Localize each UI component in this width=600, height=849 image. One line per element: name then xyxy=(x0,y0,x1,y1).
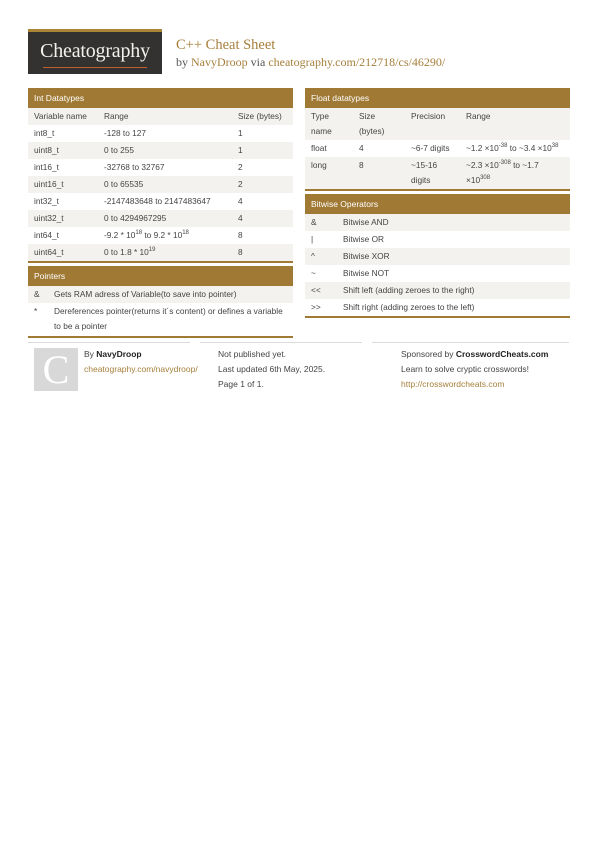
cell-name: int8_t xyxy=(34,128,55,138)
cell-size: 2 xyxy=(238,179,243,189)
cell-range: -32768 to 32767 xyxy=(104,162,165,172)
cell-description: Bitwise NOT xyxy=(343,268,390,278)
cell-name: uint32_t xyxy=(34,213,64,223)
by-label: By xyxy=(84,349,97,359)
table-row xyxy=(28,210,293,227)
section-pointers xyxy=(28,266,293,338)
cell-name: int32_t xyxy=(34,196,59,206)
sponsor-name: CrosswordCheats.com xyxy=(455,349,549,359)
footer-divider xyxy=(372,342,569,343)
range-part: to ~3.4 ×10 xyxy=(507,143,552,153)
footer-divider xyxy=(28,342,190,343)
exponent: -308 xyxy=(498,160,511,167)
cell-operator: << xyxy=(311,285,321,295)
cell-size: 8 xyxy=(238,247,243,257)
cell-name: uint64_t xyxy=(34,247,64,257)
title-block xyxy=(176,37,445,70)
last-updated: Last updated 6th May, 2025. xyxy=(218,364,326,374)
cell-size: 1 xyxy=(238,128,243,138)
footer-status-block xyxy=(218,347,325,392)
float-datatypes-table xyxy=(305,108,570,191)
cell-description: Shift left (adding zeroes to the right) xyxy=(343,285,475,295)
section-float-datatypes xyxy=(305,88,570,191)
cell-operator: * xyxy=(34,306,38,316)
cell-name: int16_t xyxy=(34,162,59,172)
table-row xyxy=(305,248,570,265)
avatar: C xyxy=(34,348,78,391)
table-row xyxy=(28,176,293,193)
exponent: 18 xyxy=(135,230,143,237)
sheet-url-link[interactable]: cheatography.com/212718/cs/46290/ xyxy=(268,55,446,69)
table-row xyxy=(305,157,570,189)
bitwise-table xyxy=(305,214,570,318)
footer-sponsor-block xyxy=(401,347,548,392)
footer-author-name: NavyDroop xyxy=(96,349,142,359)
cell-range: -2147483648 to 2147483647 xyxy=(104,196,211,206)
cell-precision: ~15-16 digits xyxy=(411,160,438,185)
column-header: Range xyxy=(466,111,491,121)
cell-range xyxy=(98,228,232,243)
table-row xyxy=(28,244,293,261)
sponsor-prefix: Sponsored by xyxy=(401,349,456,359)
column-header: Variable name xyxy=(34,111,87,121)
cell-name: int64_t xyxy=(34,230,59,240)
section-title: Pointers xyxy=(28,266,293,286)
cell-size: 2 xyxy=(238,162,243,172)
table-row xyxy=(28,142,293,159)
range-part: to 9.2 * 10 xyxy=(142,230,183,240)
footer-author-block xyxy=(84,347,198,377)
range-part: ~1.2 ×10 xyxy=(466,143,499,153)
cell-description: Shift right (adding zeroes to the left) xyxy=(343,302,475,312)
column-header: Precision xyxy=(411,111,446,121)
sponsor-tagline: Learn to solve cryptic crosswords! xyxy=(401,364,530,374)
cell-range: 0 to 255 xyxy=(104,145,134,155)
pointers-table xyxy=(28,286,293,338)
cell-operator: & xyxy=(34,289,40,299)
range-part: ~2.3 ×10 xyxy=(466,160,499,170)
cell-size: 8 xyxy=(359,160,364,170)
by-prefix: by xyxy=(176,55,191,69)
cell-size: 4 xyxy=(238,196,243,206)
cell-range: -128 to 127 xyxy=(104,128,146,138)
table-row xyxy=(305,282,570,299)
table-row xyxy=(28,193,293,210)
range-part: 0 to 1.8 * 10 xyxy=(104,247,149,257)
table-header-row xyxy=(28,108,293,125)
column-header: Size (bytes) xyxy=(359,111,385,136)
cell-type: long xyxy=(311,160,327,170)
footer-divider xyxy=(200,342,362,343)
section-int-datatypes xyxy=(28,88,293,263)
cell-description: Dereferences pointer(returns it´s content) or defines a variable to be a pointer xyxy=(54,306,283,331)
table-row xyxy=(305,214,570,231)
cell-size: 8 xyxy=(238,230,243,240)
cell-operator: & xyxy=(311,217,317,227)
exponent: 19 xyxy=(148,247,156,254)
table-row xyxy=(305,231,570,248)
section-title: Int Datatypes xyxy=(28,88,293,108)
table-row xyxy=(28,159,293,176)
logo-text: Cheatography xyxy=(40,40,150,62)
cell-description: Gets RAM adress of Variable(to save into pointer) xyxy=(54,289,237,299)
cell-type: float xyxy=(311,143,327,153)
page-title: C++ Cheat Sheet xyxy=(176,37,276,53)
cell-precision: ~6-7 digits xyxy=(411,143,450,153)
column-header: Size (bytes) xyxy=(238,111,282,121)
cell-range xyxy=(460,141,570,156)
cell-description: Bitwise OR xyxy=(343,234,385,244)
exponent: 38 xyxy=(551,143,559,150)
footer-by-line xyxy=(84,347,198,362)
cell-size: 4 xyxy=(238,213,243,223)
cheatography-logo[interactable] xyxy=(28,29,162,74)
table-row xyxy=(305,140,570,157)
sponsor-link[interactable]: http://crosswordcheats.com xyxy=(401,379,505,389)
cell-range: 0 to 4294967295 xyxy=(104,213,167,223)
table-row xyxy=(28,227,293,244)
exponent: 308 xyxy=(480,175,491,182)
cell-range xyxy=(460,158,570,188)
table-row xyxy=(28,286,293,303)
table-row xyxy=(28,303,293,336)
cell-operator: | xyxy=(311,234,314,244)
via-text: via xyxy=(247,55,269,69)
cell-name: uint16_t xyxy=(34,179,64,189)
cell-name: uint8_t xyxy=(34,145,59,155)
range-part: to ~1.7 ×10 xyxy=(466,160,539,185)
section-title: Bitwise Operators xyxy=(305,194,570,214)
cell-range: 0 to 65535 xyxy=(104,179,144,189)
column-header: Type name xyxy=(311,111,332,136)
logo-underline xyxy=(43,67,147,68)
author-profile-link[interactable]: cheatography.com/navydroop/ xyxy=(84,364,198,374)
range-part: -9.2 * 10 xyxy=(104,230,136,240)
section-title: Float datatypes xyxy=(305,88,570,108)
cell-size: 4 xyxy=(359,143,364,153)
cell-operator: ~ xyxy=(311,268,316,278)
cell-description: Bitwise XOR xyxy=(343,251,390,261)
table-row xyxy=(305,265,570,282)
author-link[interactable]: NavyDroop xyxy=(191,55,248,69)
sponsor-line xyxy=(401,347,548,362)
table-header-row xyxy=(305,108,570,140)
cell-size: 1 xyxy=(238,145,243,155)
table-row xyxy=(305,299,570,316)
cell-description: Bitwise AND xyxy=(343,217,389,227)
byline xyxy=(176,54,445,70)
int-datatypes-table xyxy=(28,108,293,263)
page-count: Page 1 of 1. xyxy=(218,379,264,389)
cell-operator: >> xyxy=(311,302,321,312)
column-header: Range xyxy=(104,111,129,121)
exponent: -38 xyxy=(498,143,508,150)
section-bitwise-operators xyxy=(305,194,570,318)
cell-range xyxy=(98,245,232,260)
table-row xyxy=(28,125,293,142)
cell-operator: ^ xyxy=(311,251,315,261)
exponent: 18 xyxy=(182,230,189,237)
published-status: Not published yet. xyxy=(218,349,287,359)
